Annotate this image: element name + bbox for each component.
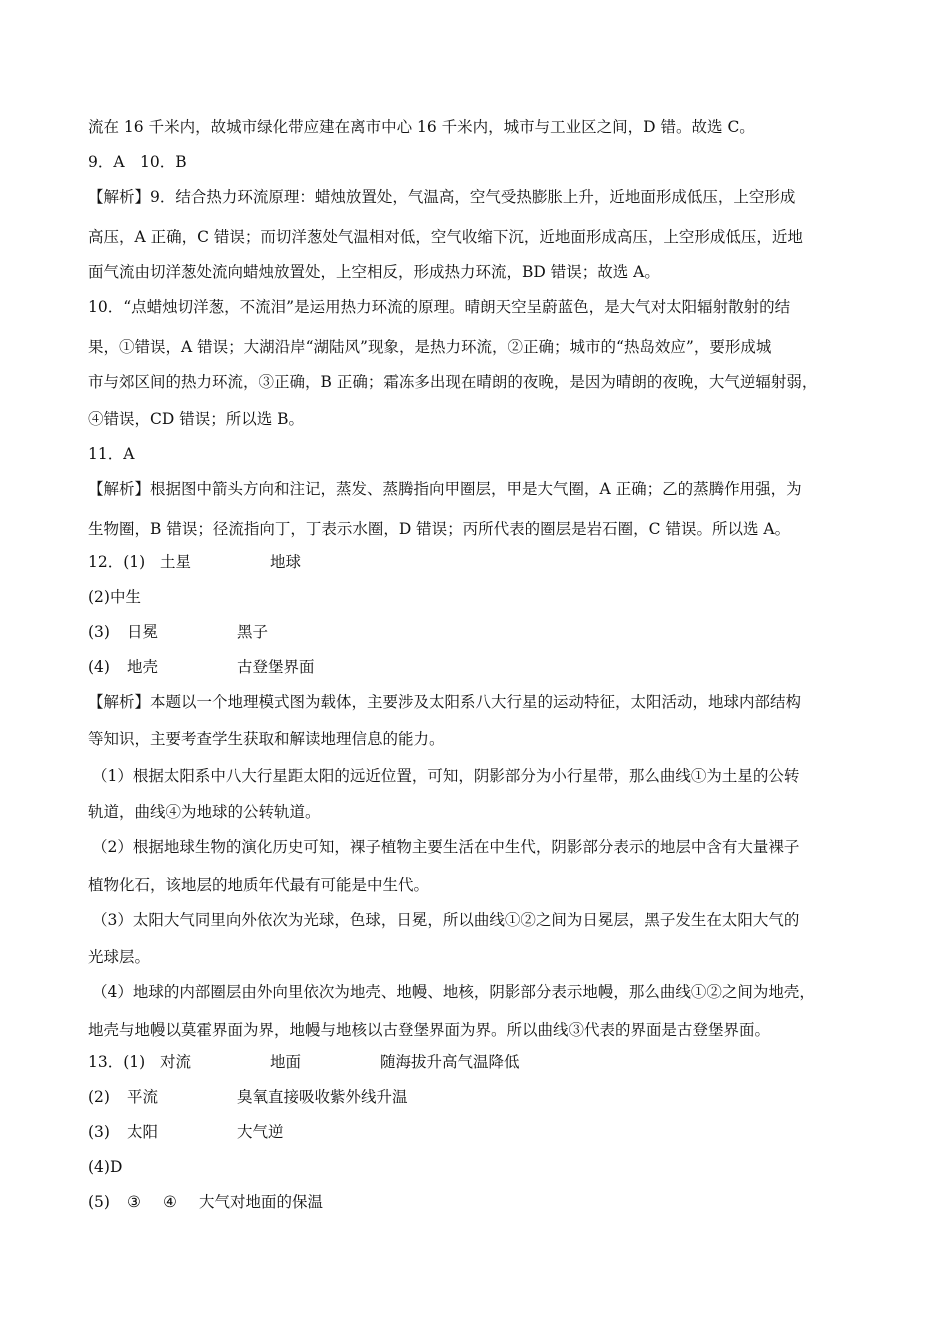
answer-field: ④ xyxy=(163,1193,177,1211)
item-number: 12．(1) xyxy=(88,553,146,571)
item-number: (4) xyxy=(88,658,110,676)
text-line: 流在 16 千米内，故城市绿化带应建在离市中心 16 千米内，城市与工业区之间，D 错。故选 C。 xyxy=(88,118,755,136)
answer-field: 随海拔升高气温降低 xyxy=(380,1053,520,1071)
explanation-line: 光球层。 xyxy=(88,948,151,966)
explanation-line: ④错误，CD 错误；所以选 B。 xyxy=(88,410,305,428)
explanation-line: 10．“点蜡烛切洋葱，不流泪”是运用热力环流的原理。晴朗天空呈蔚蓝色，是大气对太阳辐射散射的结 xyxy=(88,298,791,316)
answer-row-12-2: (2)中生 xyxy=(88,588,141,606)
answer-field: 地球 xyxy=(270,553,302,571)
explanation-line: 轨道，曲线④为地球的公转轨道。 xyxy=(88,803,321,821)
answer-row-12-1 xyxy=(88,552,388,572)
answer-field: 大气对地面的保温 xyxy=(199,1193,324,1211)
answer-field: 对流 xyxy=(160,1053,192,1071)
explanation-line: （4）地球的内部圈层由外向里依次为地壳、地幔、地核，阴影部分表示地幔，那么曲线①②之间为地壳， xyxy=(92,983,815,1001)
explanation-line: 高压，A 正确，C 错误；而切洋葱处气温相对低，空气收缩下沉，近地面形成高压，上空形成低压，近地 xyxy=(88,228,803,246)
answer-line-11: 11．A xyxy=(88,445,135,463)
answer-field: 臭氧直接吸收紫外线升温 xyxy=(237,1088,408,1106)
answer-field: 地壳 xyxy=(127,658,159,676)
answer-field: 日冕 xyxy=(127,623,159,641)
explanation-line: 【解析】本题以一个地理模式图为载体，主要涉及太阳系八大行星的运动特征，太阳活动，地球内部结构 xyxy=(88,693,802,711)
answer-row-12-3 xyxy=(88,622,388,642)
explanation-line: 【解析】根据图中箭头方向和注记，蒸发、蒸腾指向甲圈层，甲是大气圈，A 正确；乙的蒸腾作用强，为 xyxy=(88,480,802,498)
answer-row-12-4 xyxy=(88,657,388,677)
item-number: (3) xyxy=(88,1123,110,1141)
item-number: (3) xyxy=(88,623,110,641)
answer-field: 太阳 xyxy=(127,1123,159,1141)
explanation-line: 市与郊区间的热力环流，③正确，B 正确；霜冻多出现在晴朗的夜晚，是因为晴朗的夜晚，大气逆辐射弱， xyxy=(88,373,818,391)
answer-row-13-4: (4)D xyxy=(88,1158,123,1176)
explanation-line: 【解析】9．结合热力环流原理：蜡烛放置处，气温高，空气受热膨胀上升，近地面形成低压，上空形成 xyxy=(88,188,796,206)
explanation-line: （1）根据太阳系中八大行星距太阳的远近位置，可知，阴影部分为小行星带，那么曲线①为土星的公转 xyxy=(92,767,800,785)
explanation-line: 地壳与地幔以莫霍界面为界，地幔与地核以古登堡界面为界。所以曲线③代表的界面是古登堡界面。 xyxy=(88,1021,771,1039)
explanation-line: （3）太阳大气同里向外依次为光球，色球，日冕，所以曲线①②之间为日冕层，黑子发生在太阳大气的 xyxy=(92,911,800,929)
answer-field: 古登堡界面 xyxy=(237,658,315,676)
answer-row-13-3 xyxy=(88,1122,388,1142)
answer-line-9-10: 9．A 10．B xyxy=(88,153,187,171)
explanation-line: 果，①错误，A 错误；大湖沿岸“湖陆风”现象，是热力环流，②正确；城市的“热岛效应”，要形成城 xyxy=(88,338,772,356)
explanation-line: 植物化石，该地层的地质年代最有可能是中生代。 xyxy=(88,876,430,894)
answer-field: 黑子 xyxy=(237,623,269,641)
answer-field: ③ xyxy=(127,1193,141,1211)
answer-row-13-2 xyxy=(88,1087,588,1107)
answer-field: 土星 xyxy=(160,553,192,571)
explanation-line: 生物圈，B 错误；径流指向丁，丁表示水圈，D 错误；丙所代表的圈层是岩石圈，C 错误。所以选 A。 xyxy=(88,520,791,538)
answer-row-13-5 xyxy=(88,1192,488,1212)
answer-field: 大气逆 xyxy=(237,1123,284,1141)
answer-field: 平流 xyxy=(127,1088,159,1106)
explanation-line: 等知识，主要考查学生获取和解读地理信息的能力。 xyxy=(88,730,445,748)
answer-field: 地面 xyxy=(270,1053,302,1071)
answer-row-13-1 xyxy=(88,1052,588,1072)
explanation-line: （2）根据地球生物的演化历史可知，裸子植物主要生活在中生代，阴影部分表示的地层中含有大量裸子 xyxy=(92,838,800,856)
explanation-line: 面气流由切洋葱处流向蜡烛放置处，上空相反，形成热力环流，BD 错误；故选 A。 xyxy=(88,263,660,281)
item-number: 13．(1) xyxy=(88,1053,146,1071)
item-number: (5) xyxy=(88,1193,110,1211)
item-number: (2) xyxy=(88,1088,110,1106)
